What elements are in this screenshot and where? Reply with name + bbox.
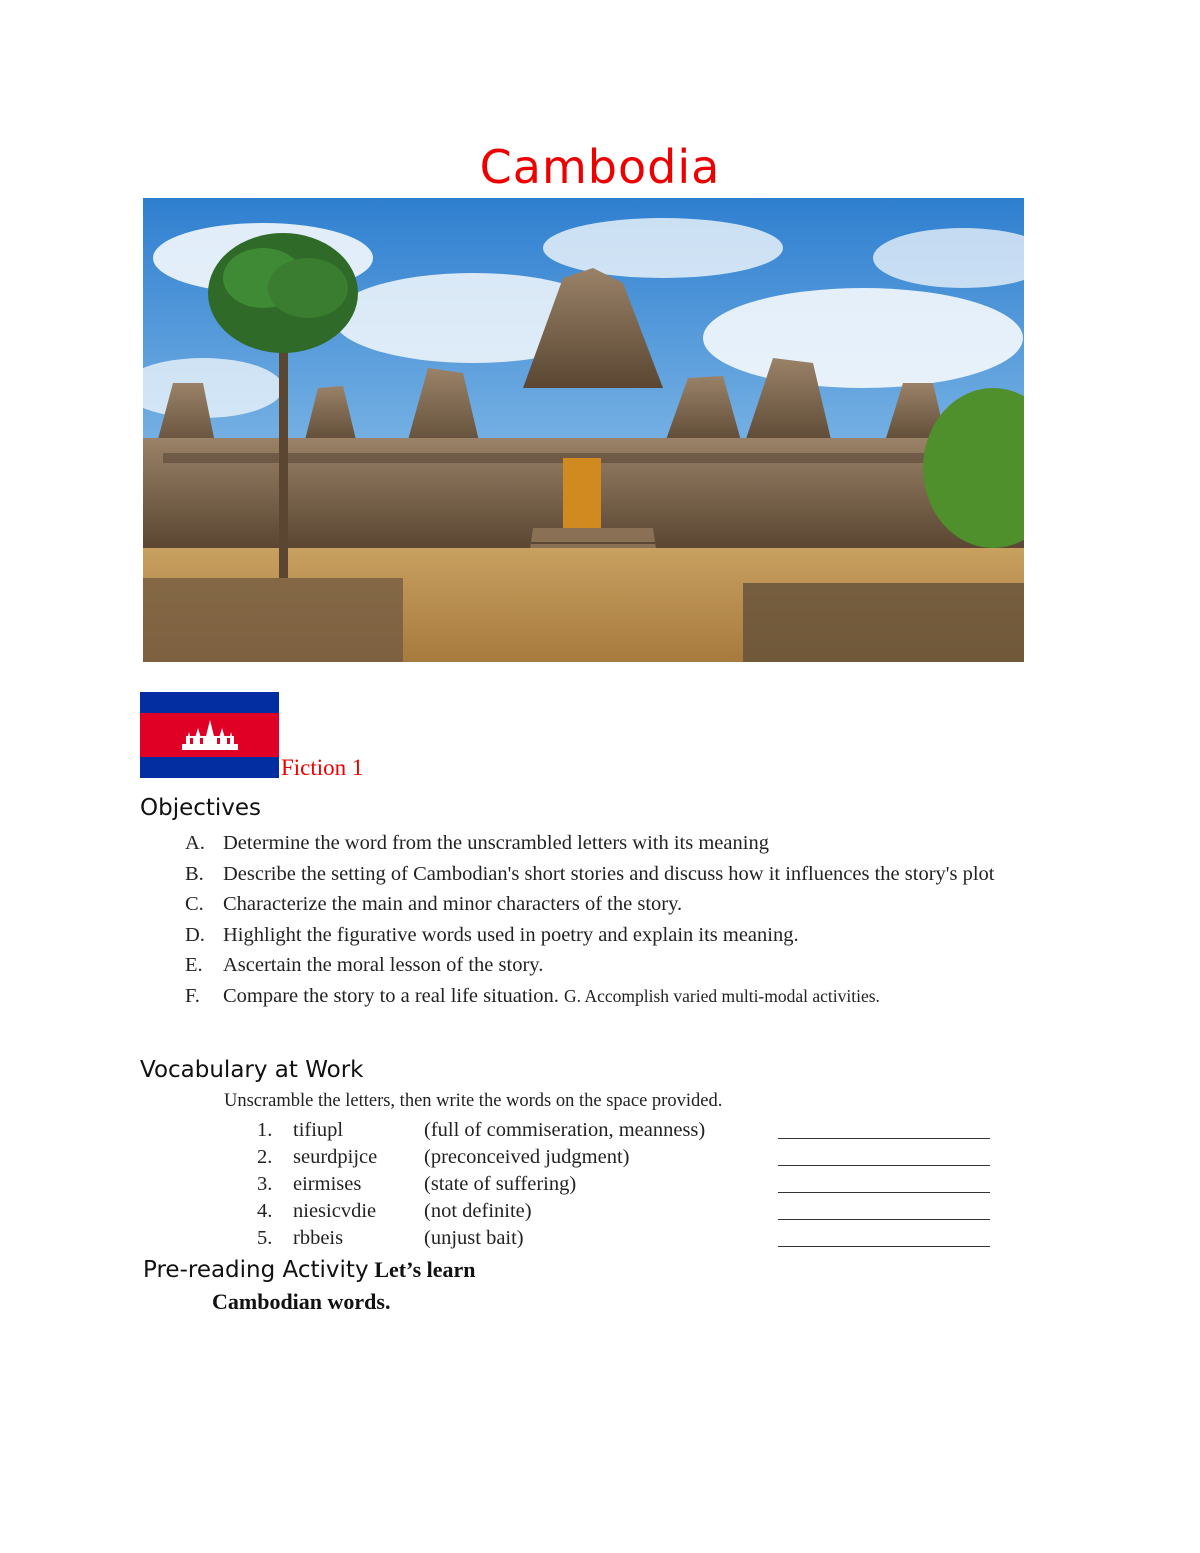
cambodia-flag (140, 692, 279, 778)
objective-text-extra: G. Accomplish varied multi-modal activities. (564, 985, 880, 1006)
vocab-item (0, 1200, 1200, 1227)
objectives-heading: Objectives (140, 795, 262, 821)
vocab-scrambled-word: seurdpijce (293, 1146, 378, 1168)
vocab-item (0, 1173, 1200, 1200)
objective-marker: C. (185, 893, 204, 915)
vocab-scrambled-word: rbbeis (293, 1227, 344, 1249)
vocab-hint: (preconceived judgment) (424, 1146, 630, 1168)
page-title: Cambodia (479, 140, 721, 194)
objective-text: Highlight the figurative words used in poetry and explain its meaning. (223, 923, 799, 946)
fiction-label: Fiction 1 (281, 755, 364, 780)
vocab-hint: (unjust bait) (424, 1227, 524, 1249)
prereading-text: Let’s learn (374, 1257, 476, 1282)
answer-blank[interactable] (778, 1192, 990, 1193)
vocab-number: 3. (257, 1173, 273, 1195)
prereading-heading: Pre-reading Activity (143, 1257, 369, 1283)
objective-text-main: Compare the story to a real life situation. (223, 984, 559, 1007)
objective-marker: D. (185, 923, 205, 946)
objective-marker: F. (185, 984, 200, 1007)
vocab-scrambled-word: tifiupl (293, 1119, 344, 1141)
objective-item (185, 981, 1057, 1012)
vocab-hint: (full of commiseration, meanness) (424, 1119, 706, 1141)
vocab-scrambled-word: niesicvdie (293, 1200, 377, 1222)
answer-blank[interactable] (778, 1138, 990, 1139)
vocab-scrambled-word: eirmises (293, 1173, 362, 1195)
objective-text: Characterize the main and minor characters of the story. (223, 893, 683, 915)
objective-text (223, 981, 1057, 1012)
vocab-item (0, 1227, 1200, 1254)
answer-blank[interactable] (778, 1246, 990, 1247)
prereading-text-continued: Cambodian words. (212, 1289, 391, 1314)
angkor-temple-photo (143, 198, 1024, 662)
objective-marker: B. (185, 862, 204, 885)
vocab-number: 5. (257, 1227, 273, 1249)
objective-item (185, 859, 1057, 890)
vocab-item (0, 1146, 1200, 1173)
vocabulary-heading: Vocabulary at Work (140, 1057, 364, 1083)
objective-text: Describe the setting of Cambodian's short stories and discuss how it influences the story's plot (223, 862, 995, 885)
objective-text: Determine the word from the unscrambled letters with its meaning (223, 832, 769, 854)
objective-item (185, 828, 1057, 859)
answer-blank[interactable] (778, 1219, 990, 1220)
objective-item (185, 920, 1057, 951)
objective-marker: A. (185, 832, 205, 854)
objectives-list (185, 828, 1057, 1011)
vocab-number: 1. (257, 1119, 273, 1141)
objective-text: Ascertain the moral lesson of the story. (223, 954, 544, 976)
objective-marker: E. (185, 954, 203, 976)
objective-item (185, 889, 1057, 920)
objective-item (185, 950, 1057, 981)
vocabulary-instruction: Unscramble the letters, then write the words on the space provided. (224, 1091, 723, 1111)
vocab-hint: (state of suffering) (424, 1173, 577, 1195)
vocab-item (0, 1119, 1200, 1146)
vocab-hint: (not definite) (424, 1200, 532, 1222)
vocab-number: 4. (257, 1200, 273, 1222)
vocab-number: 2. (257, 1146, 273, 1168)
prereading-line (143, 1253, 476, 1287)
answer-blank[interactable] (778, 1165, 990, 1166)
